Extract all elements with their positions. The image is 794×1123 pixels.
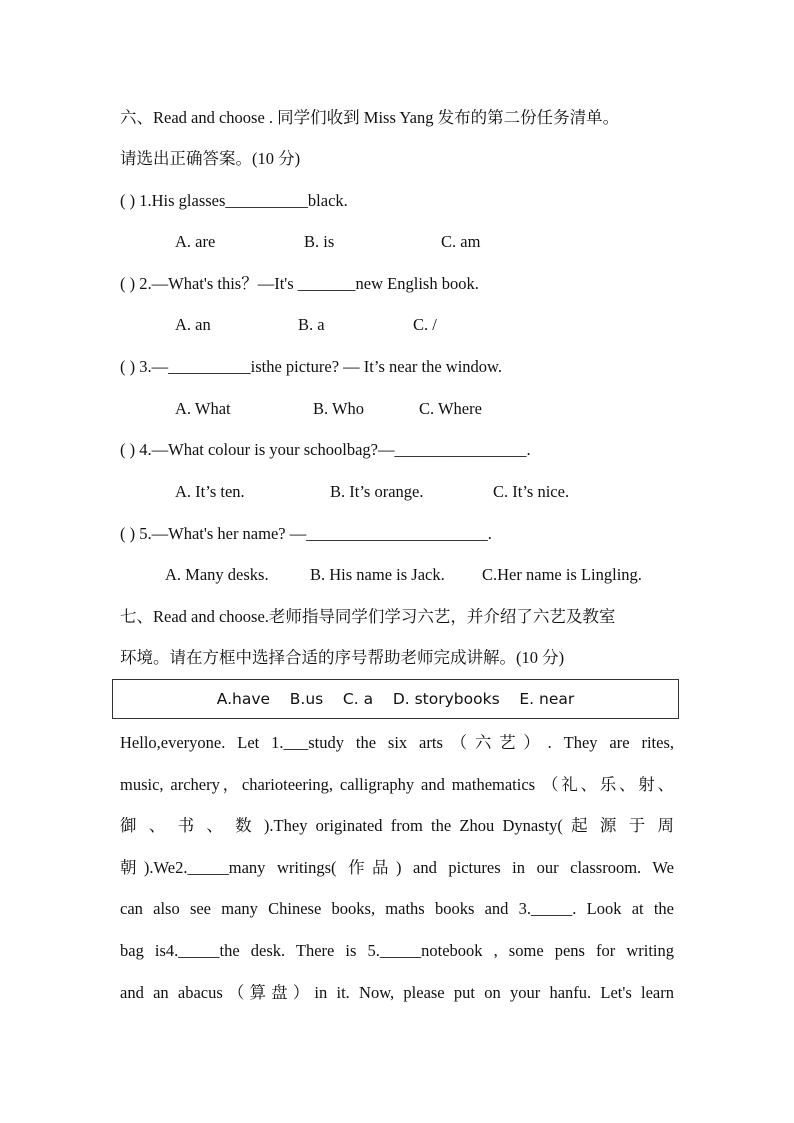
option-c: C. It’s nice. [493,482,570,501]
option-c: C. Where [419,399,482,418]
option-a: A. an [175,315,211,334]
option-b: B. is [304,232,335,251]
option-b: B. Who [313,399,365,418]
option-a: A. are [175,232,216,251]
option-b: B. a [298,315,325,334]
option-a: A. What [175,399,231,418]
option-c: C.Her name is Lingling. [482,565,642,584]
section-7-heading: 七、Read and choose.老师指导同学们学习六艺，并介绍了六艺及教室 [120,607,616,626]
passage-line-7: and an abacus（算盘）in it. Now, please put on your hanfu. Let's learn [120,983,674,1002]
option-b: B. It’s orange. [330,482,424,501]
question-1-stem: ( ) 1.His glasses__________black. [120,191,348,210]
question-5-stem: ( ) 5.—What's her name? —______________________. [120,524,492,543]
passage-line-6: bag is4._____the desk. There is 5._____notebook , some pens for writing [120,941,674,960]
passage-line-5: can also see many Chinese books, maths books and 3._____. Look at the [120,899,674,918]
question-2-stem: ( ) 2.—What's this？—It's _______new English book. [120,274,479,293]
section-6-heading: 六、Read and choose . 同学们收到 Miss Yang 发布的第二份任务清单。 [120,108,620,127]
section-6-instructions: 请选出正确答案。(10 分) [120,149,301,168]
word-bank-box [112,679,679,719]
option-c: C. am [441,232,481,251]
passage-line-2: music, archery，charioteering, calligraphy and mathematics （礼、乐、射、 [120,775,674,794]
question-3-stem: ( ) 3.—__________isthe picture? — It’s near the window. [120,357,503,376]
option-a: A. It’s ten. [175,482,245,501]
passage-line-1: Hello,everyone. Let 1.___study the six arts（六艺）. They are rites, [120,733,674,752]
option-b: B. His name is Jack. [310,565,445,584]
question-4-stem: ( ) 4.—What colour is your schoolbag?—________________. [120,440,531,459]
passage-line-4: 朝).We2._____many writings( 作品) and pictures in our classroom. We [120,858,674,877]
option-a: A. Many desks. [165,565,269,584]
passage-line-3: 御 、 书 、 数 ).They originated from the Zhou Dynasty( 起 源 于 周 [120,816,674,835]
option-c: C. / [413,315,437,334]
word-bank-text: A.have B.us C. a D. storybooks E. near [216,690,575,708]
section-7-instructions: 环境。请在方框中选择合适的序号帮助老师完成讲解。(10 分) [120,648,565,667]
